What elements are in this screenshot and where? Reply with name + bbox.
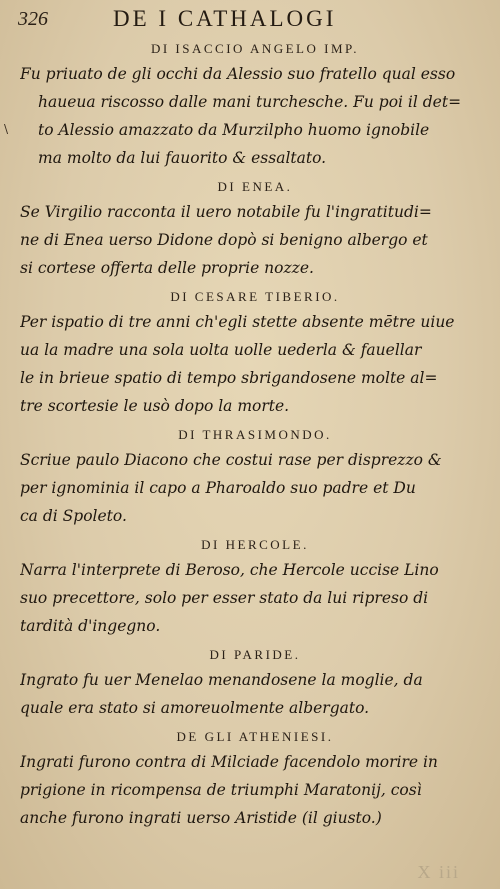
section-thrasimondo	[20, 424, 490, 530]
text-line: prigione in ricompensa de triumphi Maratonij, così	[20, 781, 422, 799]
margin-mark: \	[4, 122, 9, 136]
page-number: 326	[18, 8, 48, 30]
text-line: Scriue paulo Diacono che costui rase per disprezzo &	[20, 451, 442, 469]
text-line: Per ispatio di tre anni ch'egli stette absente mētre uiue	[20, 313, 455, 331]
page-header	[18, 6, 482, 36]
section-heading: DI PARIDE.	[209, 647, 301, 662]
text-line: ma molto da lui fauorito & essaltato.	[38, 149, 327, 167]
text-line: ca di Spoleto.	[20, 507, 127, 525]
section-cesare-tiberio	[20, 286, 490, 420]
text-line: suo precettore, solo per esser stato da lui ripreso di	[20, 589, 429, 607]
text-line: si cortese offerta delle proprie nozze.	[20, 259, 314, 277]
running-head: DE I CATHALOGI	[113, 6, 337, 31]
text-line: haueua riscosso dalle mani turchesche. Fu poi il det=	[38, 93, 462, 111]
text-line: quale era stato si amoreuolmente albergato.	[20, 699, 370, 717]
section-heading: DI ISACCIO ANGELO IMP.	[150, 41, 360, 56]
section-paride	[20, 644, 490, 722]
text-line: Narra l'interprete di Beroso, che Hercole uccise Lino	[20, 561, 439, 579]
text-line: tre scortesie le usò dopo la morte.	[20, 397, 290, 415]
section-hercole	[20, 534, 490, 640]
text-line: Fu priuato de gli occhi da Alessio suo fratello qual esso	[20, 65, 456, 83]
text-line: ne di Enea uerso Didone dopò si benigno albergo et	[20, 231, 428, 249]
section-enea	[20, 176, 490, 282]
section-heading: DI HERCOLE.	[201, 537, 309, 552]
text-line: anche furono ingrati uerso Aristide (il giusto.)	[20, 809, 382, 827]
section-heading: DI ENEA.	[217, 179, 293, 194]
section-atheniesi	[20, 726, 490, 832]
text-line: ua la madre una sola uolta uolle uederla & fauellar	[20, 341, 422, 359]
text-line: Ingrati furono contra di Milciade facendolo morire in	[20, 753, 438, 771]
section-heading: DI THRASIMONDO.	[178, 427, 332, 442]
text-line: Se Virgilio racconta il uero notabile fu l'ingratitudi=	[20, 203, 432, 221]
text-line: tardità d'ingegno.	[20, 617, 161, 635]
section-heading: DI CESARE TIBERIO.	[170, 289, 340, 304]
text-line: per ignominia il capo a Pharoaldo suo padre et Du	[20, 479, 416, 497]
section-heading: DE GLI ATHENIESI.	[176, 729, 334, 744]
catchword: X iii	[417, 862, 460, 882]
text-line: le in brieue spatio di tempo sbrigandosene molte al=	[20, 369, 438, 387]
text-line: to Alessio amazzato da Murzilpho huomo ignobile	[38, 121, 430, 139]
text-line: Ingrato fu uer Menelao menandosene la moglie, da	[20, 671, 423, 689]
section-isaccio	[20, 38, 490, 172]
page-body	[20, 38, 490, 832]
